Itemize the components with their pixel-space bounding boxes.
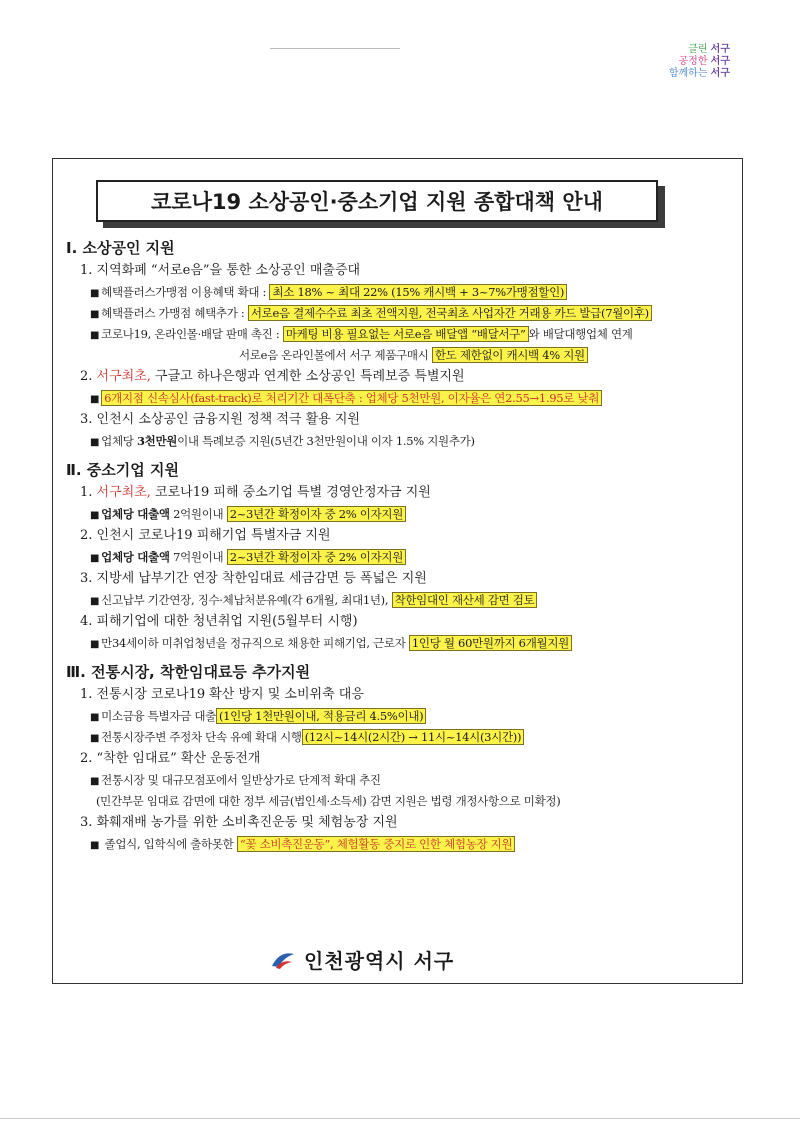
bullet-icon: ■	[90, 733, 100, 744]
bullet-icon: ■	[90, 288, 100, 299]
list-item: 2. 인천시 코로나19 피해기업 특별자금 지원	[80, 528, 331, 543]
bullet-icon: ■	[90, 510, 100, 521]
highlight: 1인당 월 60만원까지 6개월지원	[409, 635, 572, 651]
bullet-icon: ■	[90, 712, 100, 723]
sub-item-text: 혜택플러스가맹점 이용혜택 확대 :	[101, 285, 270, 299]
sub-item	[66, 547, 736, 568]
highlight: 6개지점 신속심사(fast-track)로 처리기간 대폭단축 : 업체당 5천만원, 이자율은 연2.55→1.95로 낮춰	[101, 390, 602, 406]
highlight: 서로e음 결제수수료 최초 전액지원, 전국최초 사업자간 거래용 카드 발급(7월이후)	[248, 305, 652, 321]
list-item: 2. 서구최초, 구글고 하나은행과 연계한 소상공인 특례보증 특별지원	[80, 369, 465, 384]
sub-item	[66, 324, 736, 345]
bullet-icon: ■	[90, 596, 100, 607]
slogan-word: 서구	[710, 68, 730, 79]
bullet-icon: ■	[90, 394, 100, 405]
section-heading: Ⅲ. 전통시장, 착한임대료등 추가지원	[66, 663, 311, 681]
list-item-text: 구글고 하나은행과 연계한 소상공인 특례보증 특별지원	[150, 369, 465, 384]
sub-item-text: 혜택플러스 가맹점 혜택추가 :	[101, 306, 248, 320]
bullet-icon: ■	[90, 639, 100, 650]
highlight: 2~3년간 확정이자 중 2% 이자지원	[227, 506, 406, 522]
slogan-word: 클린	[688, 44, 708, 55]
slogan	[669, 44, 730, 80]
bold-text: 업체당 대출액	[101, 550, 170, 564]
list-item: 1. 지역화폐 “서로e음”을 통한 소상공인 매출증대	[80, 263, 361, 278]
slogan-line-3	[669, 68, 730, 80]
bold-text: 업체당 대출액	[101, 507, 170, 521]
slogan-word: 서구	[710, 56, 730, 67]
list-item: 2. “착한 임대료” 확산 운동전개	[80, 751, 261, 766]
bullet-icon: ■	[90, 330, 100, 341]
sub-item-text: 전통시장주변 주정차 단속 유예 확대 시행	[101, 730, 302, 744]
sub-item-text: 서로e음 온라인몰에서 서구 제품구매시	[239, 348, 432, 362]
sub-item	[66, 388, 736, 409]
seo-gu-logo-icon	[270, 948, 296, 970]
sub-item	[66, 770, 736, 791]
section-heading: Ⅱ. 중소기업 지원	[66, 461, 179, 479]
sub-item	[66, 303, 736, 324]
sub-item-text: 만34세이하 미취업청년을 정규직으로 채용한 피해기업, 근로자	[101, 636, 409, 650]
list-item: 1. 전통시장 코로나19 확산 방지 및 소비위축 대응	[80, 687, 364, 702]
sub-item	[66, 727, 736, 748]
list-item	[66, 482, 736, 504]
bullet-icon: ■	[90, 840, 100, 851]
list-number: 1.	[80, 485, 97, 500]
sub-item	[66, 431, 736, 452]
highlight: 2~3년간 확정이자 중 2% 이자지원	[227, 549, 406, 565]
sub-item-text: 졸업식, 입학식에 출하못한	[101, 837, 237, 851]
highlight: (12시~14시(2시간) → 11시~14시(3시간))	[302, 729, 524, 745]
list-item: 3. 지방세 납부기간 연장 착한임대료 세금감면 등 폭넓은 지원	[80, 571, 427, 586]
sub-item-text: 신고납부 기간연장, 징수·체납처분유예(각 6개월, 최대1년),	[101, 593, 392, 607]
slogan-word: 서구	[710, 44, 730, 55]
sub-item-text: 미소금융 특별자금 대출	[101, 709, 216, 723]
sub-item-text: 7억원이내	[169, 550, 227, 564]
highlight: (1인당 1천만원이내, 적용금리 4.5%이내)	[216, 708, 426, 724]
bullet-icon: ■	[90, 437, 100, 448]
document-body	[66, 236, 736, 855]
red-emphasis: 서구최초,	[96, 369, 151, 384]
highlight: 한도 제한없이 캐시백 4% 지원	[432, 347, 588, 363]
sub-item-text: 전통시장 및 대규모점포에서 일반상가로 단계적 확대 추진	[101, 773, 381, 787]
sub-item	[66, 706, 736, 727]
sub-item	[66, 504, 736, 525]
sub-item-continued	[66, 345, 736, 366]
slogan-word: 공정한	[678, 56, 708, 67]
sub-item	[66, 834, 736, 855]
list-item-text: 코로나19 피해 중소기업 특별 경영안정자금 지원	[150, 485, 431, 500]
slogan-word: 함께하는	[668, 68, 708, 79]
footer	[270, 944, 454, 974]
scan-mark	[270, 48, 400, 49]
sub-item	[66, 633, 736, 654]
slogan-line-2	[669, 56, 730, 68]
list-item: 3. 인천시 소상공인 금융지원 정책 적극 활용 지원	[80, 412, 360, 427]
section-heading: Ⅰ. 소상공인 지원	[66, 239, 175, 257]
sub-item	[66, 282, 736, 303]
bold-text: 3천만원	[136, 434, 178, 448]
highlight: “꽃 소비촉진운동”, 체험활동 중지로 인한 체험농장 지원	[237, 836, 515, 852]
slogan-line-1	[669, 44, 730, 56]
sub-item-text: 와 배달대행업체 연계	[528, 327, 633, 341]
red-emphasis: 서구최초,	[96, 485, 151, 500]
list-item: 4. 피해기업에 대한 청년취업 지원(5월부터 시행)	[80, 614, 358, 629]
footer-org-name: 인천광역시 서구	[304, 948, 455, 973]
page-edge-divider	[0, 1118, 800, 1119]
bullet-icon: ■	[90, 553, 100, 564]
bullet-icon: ■	[90, 776, 100, 787]
sub-item-text: 업체당	[101, 434, 137, 448]
page-title: 코로나19 소상공인·중소기업 지원 종합대책 안내	[96, 180, 658, 222]
sub-item-text: 이내 특례보증 지원(5년간 3천만원이내 이자 1.5% 지원추가)	[177, 434, 475, 448]
highlight: 최소 18% ~ 최대 22% (15% 캐시백 + 3~7%가맹점할인)	[269, 284, 567, 300]
highlight: 착한임대인 재산세 감면 검토	[392, 592, 538, 608]
sub-item	[66, 590, 736, 611]
bullet-icon: ■	[90, 309, 100, 320]
list-item: 3. 화훼재배 농가를 위한 소비촉진운동 및 체험농장 지원	[80, 815, 398, 830]
sub-item-text: 코로나19, 온라인몰·배달 판매 촉진 :	[101, 327, 283, 341]
sub-item-text: 2억원이내	[169, 507, 227, 521]
sub-item-note: (민간부문 임대료 감면에 대한 정부 세금(법인세·소득세) 감면 지원은 법령 개정사항으로 미확정)	[96, 794, 561, 808]
highlight: 마케팅 비용 필요없는 서로e음 배달앱 “배달서구”	[283, 326, 529, 342]
